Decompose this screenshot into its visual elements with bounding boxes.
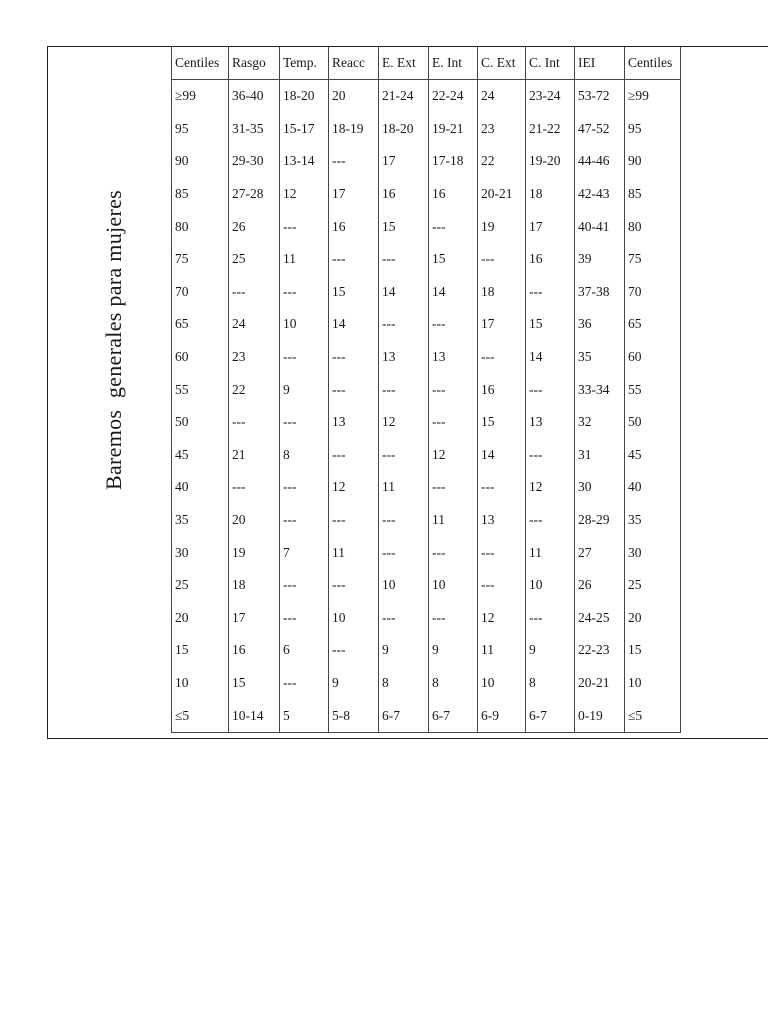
- table-cell: 19-20: [526, 145, 575, 178]
- table-cell: 11: [526, 536, 575, 569]
- table-cell: ---: [229, 471, 280, 504]
- table-cell: ≤5: [172, 699, 229, 732]
- table-cell: 27-28: [229, 178, 280, 211]
- column-header: C. Ext: [478, 47, 526, 80]
- table-cell: 10: [478, 667, 526, 700]
- table-cell: 10-14: [229, 699, 280, 732]
- table-cell: 18-20: [280, 80, 329, 113]
- table-cell: ---: [379, 308, 429, 341]
- table-cell: 13: [329, 406, 379, 439]
- table-cell: 14: [526, 341, 575, 374]
- table-cell: 39: [575, 243, 625, 276]
- table-cell: 16: [478, 373, 526, 406]
- table-cell: 15: [379, 210, 429, 243]
- table-cell: 18: [229, 569, 280, 602]
- table-cell: ---: [478, 569, 526, 602]
- column-header: E. Int: [429, 47, 478, 80]
- table-cell: 45: [625, 439, 681, 472]
- column-header: Centiles: [172, 47, 229, 80]
- table-cell: 16: [526, 243, 575, 276]
- table-cell: 22-24: [429, 80, 478, 113]
- table-cell: 37-38: [575, 276, 625, 309]
- baremos-table: [171, 47, 681, 733]
- table-cell: 25: [229, 243, 280, 276]
- table-cell: ---: [478, 243, 526, 276]
- table-cell: 5-8: [329, 699, 379, 732]
- table-cell: 12: [478, 602, 526, 635]
- table-cell: ---: [478, 536, 526, 569]
- table-cell: 23: [229, 341, 280, 374]
- table-row: [172, 276, 681, 309]
- table-cell: 0-19: [575, 699, 625, 732]
- table-cell: 17: [379, 145, 429, 178]
- table-cell: 13: [379, 341, 429, 374]
- table-cell: 18-20: [379, 113, 429, 146]
- table-cell: ---: [526, 439, 575, 472]
- table-cell: 20-21: [575, 667, 625, 700]
- table-row: [172, 699, 681, 732]
- table-row: [172, 569, 681, 602]
- table-cell: 30: [172, 536, 229, 569]
- table-row: [172, 439, 681, 472]
- table-cell: ---: [329, 243, 379, 276]
- table-cell: 50: [172, 406, 229, 439]
- table-cell: 75: [625, 243, 681, 276]
- side-title: Baremos generales para mujeres: [101, 189, 126, 491]
- table-cell: 40-41: [575, 210, 625, 243]
- table-cell: ---: [229, 406, 280, 439]
- table-cell: 53-72: [575, 80, 625, 113]
- table-cell: 40: [172, 471, 229, 504]
- table-cell: 25: [625, 569, 681, 602]
- table-cell: ---: [526, 373, 575, 406]
- table-cell: 95: [172, 113, 229, 146]
- column-header: Centiles: [625, 47, 681, 80]
- table-cell: ---: [526, 602, 575, 635]
- table-cell: 24: [229, 308, 280, 341]
- table-cell: 15: [478, 406, 526, 439]
- table-cell: 75: [172, 243, 229, 276]
- table-cell: 55: [625, 373, 681, 406]
- table-row: [172, 504, 681, 537]
- table-row: [172, 210, 681, 243]
- table-cell: 5: [280, 699, 329, 732]
- table-cell: 30: [575, 471, 625, 504]
- table-cell: 18: [526, 178, 575, 211]
- frame-bottom-line: [48, 738, 768, 739]
- table-header-row: [172, 47, 681, 80]
- table-row: [172, 602, 681, 635]
- table-cell: 90: [625, 145, 681, 178]
- table-cell: 27: [575, 536, 625, 569]
- table-cell: 11: [329, 536, 379, 569]
- table-cell: 35: [172, 504, 229, 537]
- table-cell: ---: [429, 602, 478, 635]
- table-cell: 65: [172, 308, 229, 341]
- table-row: [172, 308, 681, 341]
- table-cell: 90: [172, 145, 229, 178]
- table-cell: 15: [625, 634, 681, 667]
- table-cell: ---: [379, 602, 429, 635]
- table-cell: ---: [280, 602, 329, 635]
- table-cell: 26: [575, 569, 625, 602]
- table-cell: 10: [172, 667, 229, 700]
- table-cell: 31-35: [229, 113, 280, 146]
- table-cell: ---: [329, 439, 379, 472]
- table-cell: 13: [526, 406, 575, 439]
- table-cell: 13: [478, 504, 526, 537]
- table-cell: 40: [625, 471, 681, 504]
- table-cell: 9: [329, 667, 379, 700]
- table-cell: ---: [329, 634, 379, 667]
- table-cell: ---: [478, 471, 526, 504]
- table-cell: 9: [526, 634, 575, 667]
- table-cell: 15-17: [280, 113, 329, 146]
- table-cell: ---: [280, 341, 329, 374]
- table-row: [172, 373, 681, 406]
- table-cell: ---: [329, 569, 379, 602]
- table-cell: 30: [625, 536, 681, 569]
- table-cell: 22: [229, 373, 280, 406]
- table-cell: 15: [526, 308, 575, 341]
- table-cell: 80: [172, 210, 229, 243]
- table-cell: 6-7: [526, 699, 575, 732]
- table-cell: ---: [329, 373, 379, 406]
- table-cell: ≤5: [625, 699, 681, 732]
- table-cell: 15: [329, 276, 379, 309]
- table-cell: 36-40: [229, 80, 280, 113]
- table-cell: 10: [429, 569, 478, 602]
- table-cell: 18-19: [329, 113, 379, 146]
- table-row: [172, 80, 681, 113]
- table-cell: 32: [575, 406, 625, 439]
- table-cell: 6-7: [379, 699, 429, 732]
- table-cell: 9: [379, 634, 429, 667]
- table-row: [172, 113, 681, 146]
- table-cell: 42-43: [575, 178, 625, 211]
- column-header: Rasgo: [229, 47, 280, 80]
- table-cell: 28-29: [575, 504, 625, 537]
- table-cell: 14: [429, 276, 478, 309]
- table-cell: 95: [625, 113, 681, 146]
- table-cell: 8: [429, 667, 478, 700]
- table-cell: 85: [172, 178, 229, 211]
- table-cell: 11: [478, 634, 526, 667]
- table-cell: 17: [229, 602, 280, 635]
- table-cell: 15: [429, 243, 478, 276]
- table-cell: ---: [280, 210, 329, 243]
- table-cell: 60: [172, 341, 229, 374]
- table-cell: 85: [625, 178, 681, 211]
- table-cell: 19-21: [429, 113, 478, 146]
- table-cell: 36: [575, 308, 625, 341]
- table-cell: 6: [280, 634, 329, 667]
- table-cell: 25: [172, 569, 229, 602]
- table-cell: ---: [280, 667, 329, 700]
- table-cell: ---: [280, 276, 329, 309]
- table-cell: 20: [625, 602, 681, 635]
- table-cell: 10: [379, 569, 429, 602]
- table-cell: 22: [478, 145, 526, 178]
- table-cell: 10: [625, 667, 681, 700]
- table-cell: 50: [625, 406, 681, 439]
- table-cell: ---: [478, 341, 526, 374]
- table-cell: 10: [280, 308, 329, 341]
- table-row: [172, 406, 681, 439]
- table-cell: 6-7: [429, 699, 478, 732]
- table-cell: ---: [429, 406, 478, 439]
- table-cell: 21-24: [379, 80, 429, 113]
- table-cell: 20: [229, 504, 280, 537]
- table-cell: 14: [379, 276, 429, 309]
- table-cell: 65: [625, 308, 681, 341]
- table-cell: 12: [429, 439, 478, 472]
- table-cell: 6-9: [478, 699, 526, 732]
- table-cell: ---: [429, 308, 478, 341]
- table-cell: 20: [329, 80, 379, 113]
- table-cell: 9: [280, 373, 329, 406]
- table-cell: ---: [379, 504, 429, 537]
- table-cell: ---: [379, 536, 429, 569]
- table-cell: 10: [329, 602, 379, 635]
- table-cell: 55: [172, 373, 229, 406]
- table-cell: ---: [329, 504, 379, 537]
- table-cell: 23: [478, 113, 526, 146]
- table-cell: 17: [478, 308, 526, 341]
- table-cell: 18: [478, 276, 526, 309]
- table-cell: 11: [280, 243, 329, 276]
- table-cell: 60: [625, 341, 681, 374]
- table-cell: 16: [379, 178, 429, 211]
- table-cell: ---: [280, 471, 329, 504]
- table-cell: 17: [329, 178, 379, 211]
- table-cell: 20-21: [478, 178, 526, 211]
- table-cell: 12: [329, 471, 379, 504]
- table-cell: 17-18: [429, 145, 478, 178]
- table-cell: ---: [379, 373, 429, 406]
- table-cell: 44-46: [575, 145, 625, 178]
- table-cell: 16: [229, 634, 280, 667]
- table-cell: 70: [625, 276, 681, 309]
- table-cell: 22-23: [575, 634, 625, 667]
- table-cell: 80: [625, 210, 681, 243]
- table-cell: 70: [172, 276, 229, 309]
- table-cell: ---: [329, 145, 379, 178]
- table-cell: 8: [379, 667, 429, 700]
- table-cell: 8: [526, 667, 575, 700]
- table-cell: 15: [172, 634, 229, 667]
- table-cell: 29-30: [229, 145, 280, 178]
- table-row: [172, 634, 681, 667]
- table-cell: 10: [526, 569, 575, 602]
- table-cell: 12: [526, 471, 575, 504]
- table-cell: ---: [379, 439, 429, 472]
- table-cell: 45: [172, 439, 229, 472]
- table-row: [172, 536, 681, 569]
- table-cell: 11: [379, 471, 429, 504]
- table-cell: 24: [478, 80, 526, 113]
- table-cell: ---: [329, 341, 379, 374]
- table-cell: 26: [229, 210, 280, 243]
- table-cell: 35: [625, 504, 681, 537]
- table-cell: ≥99: [625, 80, 681, 113]
- table-cell: 12: [280, 178, 329, 211]
- table-cell: ---: [429, 373, 478, 406]
- column-header: IEI: [575, 47, 625, 80]
- table-cell: 16: [429, 178, 478, 211]
- table-cell: ---: [280, 406, 329, 439]
- table-cell: 15: [229, 667, 280, 700]
- table-cell: 35: [575, 341, 625, 374]
- table-row: [172, 471, 681, 504]
- side-title-container: [90, 130, 138, 550]
- table-cell: 9: [429, 634, 478, 667]
- table-cell: ---: [379, 243, 429, 276]
- table-cell: ≥99: [172, 80, 229, 113]
- table-row: [172, 341, 681, 374]
- column-header: E. Ext: [379, 47, 429, 80]
- table-cell: ---: [429, 471, 478, 504]
- table-row: [172, 667, 681, 700]
- table-cell: 33-34: [575, 373, 625, 406]
- table-cell: 11: [429, 504, 478, 537]
- table-cell: ---: [229, 276, 280, 309]
- table-cell: 47-52: [575, 113, 625, 146]
- table-row: [172, 243, 681, 276]
- table-row: [172, 178, 681, 211]
- table-cell: 21-22: [526, 113, 575, 146]
- column-header: Reacc: [329, 47, 379, 80]
- table-cell: ---: [280, 569, 329, 602]
- table-cell: 24-25: [575, 602, 625, 635]
- table-cell: 21: [229, 439, 280, 472]
- table-cell: 19: [478, 210, 526, 243]
- table-cell: ---: [526, 504, 575, 537]
- table-cell: 13: [429, 341, 478, 374]
- table-cell: 31: [575, 439, 625, 472]
- table-cell: 8: [280, 439, 329, 472]
- table-cell: 12: [379, 406, 429, 439]
- column-header: Temp.: [280, 47, 329, 80]
- table-row: [172, 145, 681, 178]
- table-cell: ---: [526, 276, 575, 309]
- table-cell: 14: [478, 439, 526, 472]
- table-cell: 14: [329, 308, 379, 341]
- table-cell: ---: [429, 210, 478, 243]
- table-cell: ---: [429, 536, 478, 569]
- table-cell: 20: [172, 602, 229, 635]
- table-cell: 17: [526, 210, 575, 243]
- table-body: [172, 80, 681, 733]
- table-cell: 23-24: [526, 80, 575, 113]
- table-cell: 16: [329, 210, 379, 243]
- table-cell: 13-14: [280, 145, 329, 178]
- table-cell: 7: [280, 536, 329, 569]
- table-cell: ---: [280, 504, 329, 537]
- table-cell: 19: [229, 536, 280, 569]
- column-header: C. Int: [526, 47, 575, 80]
- frame-left-line: [47, 46, 48, 739]
